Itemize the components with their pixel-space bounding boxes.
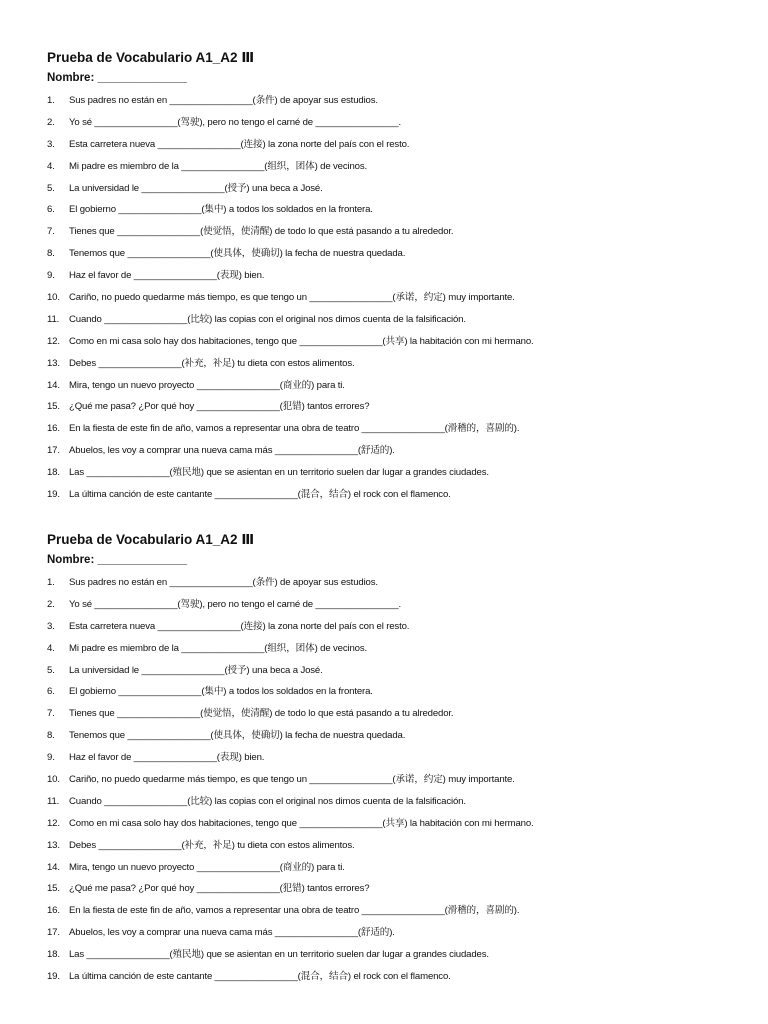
question-text: Mi padre es miembro de la ________________(组织，团体) de vecinos. [69, 160, 368, 172]
name-field-label: Nombre: ______________ [47, 72, 188, 84]
question-number: 7. [47, 226, 55, 238]
question-item [47, 616, 747, 638]
question-item [47, 725, 747, 747]
question-number: 18. [47, 949, 60, 961]
question-number: 14. [47, 379, 60, 391]
question-number: 5. [47, 182, 55, 194]
question-item [47, 594, 747, 616]
question-number: 12. [47, 335, 60, 347]
question-number: 13. [47, 839, 60, 851]
question-item [47, 813, 747, 835]
question-item [47, 199, 747, 221]
question-item [47, 287, 747, 309]
question-text: Debes ________________(补充，补足) tu dieta con estos alimentos. [69, 357, 355, 369]
question-text: La última canción de este cantante ________________(混合，结合) el rock con el flamenco. [69, 489, 451, 501]
question-text: Mira, tengo un nuevo proyecto ________________(商业的) para ti. [69, 379, 345, 391]
question-text: Como en mi casa solo hay dos habitaciones, tengo que ________________(共享) la habitación con mi hermano. [69, 335, 534, 347]
question-text: Mira, tengo un nuevo proyecto ________________(商业的) para ti. [69, 861, 345, 873]
question-text: Cariño, no puedo quedarme más tiempo, es que tengo un ________________(承诺，约定) muy importante. [69, 774, 515, 786]
question-number: 4. [47, 160, 55, 172]
question-item [47, 134, 747, 156]
question-text: Haz el favor de ________________(表现) bien. [69, 752, 265, 764]
question-item [47, 418, 747, 440]
question-item [47, 747, 747, 769]
question-number: 8. [47, 730, 55, 742]
question-number: 13. [47, 357, 60, 369]
question-text: Sus padres no están en ________________(条件) de apoyar sus estudios. [69, 577, 378, 588]
question-number: 14. [47, 861, 60, 873]
question-number: 16. [47, 423, 60, 435]
question-item [47, 791, 747, 813]
question-item [47, 660, 747, 682]
question-item [47, 462, 747, 484]
question-item [47, 572, 747, 594]
question-text: Yo sé ________________(驾驶), pero no tengo el carné de ________________. [69, 598, 401, 610]
question-item [47, 769, 747, 791]
question-text: Tienes que ________________(使觉悟，使清醒) de todo lo que está pasando a tu alrededor. [69, 226, 454, 238]
question-text: La universidad le ________________(授予) una beca a José. [69, 664, 323, 676]
question-number: 7. [47, 708, 55, 720]
quiz-title: Prueba de Vocabulario A1_A2 Ⅲ [47, 50, 255, 65]
question-text: Abuelos, les voy a comprar una nueva cama más ________________(舒适的). [69, 927, 395, 939]
question-item [47, 878, 747, 900]
question-item [47, 265, 747, 287]
question-text: Tenemos que ________________(使具体，使确切) la fecha de nuestra quedada. [69, 248, 406, 260]
question-text: Haz el favor de ________________(表现) bien. [69, 270, 265, 282]
question-item [47, 156, 747, 178]
question-number: 11. [47, 795, 60, 807]
question-number: 1. [47, 577, 55, 588]
question-text: El gobierno ________________(集中) a todos los soldados en la frontera. [69, 686, 373, 698]
question-number: 15. [47, 401, 60, 413]
question-number: 6. [47, 686, 55, 698]
question-text: La universidad le ________________(授予) una beca a José. [69, 182, 323, 194]
question-text: Las ________________(殖民地) que se asientan en un territorio suelen dar lugar a grandes ciudades. [69, 467, 489, 479]
question-number: 4. [47, 642, 55, 654]
question-number: 18. [47, 467, 60, 479]
question-number: 11. [47, 313, 60, 325]
question-number: 17. [47, 445, 60, 457]
question-text: Mi padre es miembro de la ________________(组织，团体) de vecinos. [69, 642, 368, 654]
question-text: Abuelos, les voy a comprar una nueva cama más ________________(舒适的). [69, 445, 395, 457]
question-item [47, 375, 747, 397]
question-item [47, 484, 747, 506]
question-text: Como en mi casa solo hay dos habitaciones, tengo que ________________(共享) la habitación con mi hermano. [69, 817, 534, 829]
question-list [47, 572, 747, 988]
question-number: 10. [47, 774, 60, 786]
question-item [47, 944, 747, 966]
question-list [47, 90, 747, 506]
question-text: Sus padres no están en ________________(条件) de apoyar sus estudios. [69, 95, 378, 106]
question-number: 9. [47, 270, 55, 282]
question-item [47, 638, 747, 660]
question-item [47, 440, 747, 462]
question-item [47, 90, 747, 112]
question-item [47, 396, 747, 418]
question-number: 8. [47, 248, 55, 260]
question-item [47, 243, 747, 265]
question-item [47, 112, 747, 134]
question-number: 1. [47, 95, 55, 106]
question-number: 15. [47, 883, 60, 895]
question-text: Cuando ________________(比较) las copias con el original nos dimos cuenta de la falsificación. [69, 795, 466, 807]
question-item [47, 221, 747, 243]
question-text: Esta carretera nueva ________________(连接) la zona norte del país con el resto. [69, 138, 410, 150]
question-text: Debes ________________(补充，补足) tu dieta con estos alimentos. [69, 839, 355, 851]
question-text: ¿Qué me pasa? ¿Por qué hoy ________________(犯错) tantos errores? [69, 883, 370, 895]
question-item [47, 922, 747, 944]
question-item [47, 353, 747, 375]
question-number: 3. [47, 620, 55, 632]
question-text: Cariño, no puedo quedarme más tiempo, es que tengo un ________________(承诺，约定) muy importante. [69, 292, 515, 304]
question-number: 19. [47, 489, 60, 501]
question-text: Tenemos que ________________(使具体，使确切) la fecha de nuestra quedada. [69, 730, 406, 742]
question-number: 12. [47, 817, 60, 829]
question-text: Yo sé ________________(驾驶), pero no tengo el carné de ________________. [69, 116, 401, 128]
question-number: 5. [47, 664, 55, 676]
question-number: 16. [47, 905, 60, 917]
question-item [47, 331, 747, 353]
question-text: ¿Qué me pasa? ¿Por qué hoy ________________(犯错) tantos errores? [69, 401, 370, 413]
question-item [47, 900, 747, 922]
question-text: Tienes que ________________(使觉悟，使清醒) de todo lo que está pasando a tu alrededor. [69, 708, 454, 720]
question-item [47, 681, 747, 703]
question-item [47, 835, 747, 857]
question-number: 2. [47, 116, 55, 128]
quiz-section-2 [47, 530, 747, 988]
quiz-section-1 [47, 48, 747, 506]
question-number: 6. [47, 204, 55, 216]
question-item [47, 178, 747, 200]
question-number: 17. [47, 927, 60, 939]
question-number: 19. [47, 971, 60, 983]
question-item [47, 966, 747, 988]
question-item [47, 857, 747, 879]
question-number: 9. [47, 752, 55, 764]
question-text: En la fiesta de este fin de año, vamos a representar una obra de teatro ________________(滑稽的，喜剧的). [69, 905, 520, 917]
quiz-title: Prueba de Vocabulario A1_A2 Ⅲ [47, 532, 255, 547]
question-number: 3. [47, 138, 55, 150]
question-item [47, 703, 747, 725]
question-number: 2. [47, 598, 55, 610]
question-text: La última canción de este cantante ________________(混合，结合) el rock con el flamenco. [69, 971, 451, 983]
name-field-label: Nombre: ______________ [47, 554, 188, 566]
question-text: El gobierno ________________(集中) a todos los soldados en la frontera. [69, 204, 373, 216]
question-text: En la fiesta de este fin de año, vamos a representar una obra de teatro ________________(滑稽的，喜剧的). [69, 423, 520, 435]
question-item [47, 309, 747, 331]
question-text: Cuando ________________(比较) las copias con el original nos dimos cuenta de la falsificación. [69, 313, 466, 325]
question-text: Esta carretera nueva ________________(连接) la zona norte del país con el resto. [69, 620, 410, 632]
question-number: 10. [47, 292, 60, 304]
question-text: Las ________________(殖民地) que se asientan en un territorio suelen dar lugar a grandes ciudades. [69, 949, 489, 961]
